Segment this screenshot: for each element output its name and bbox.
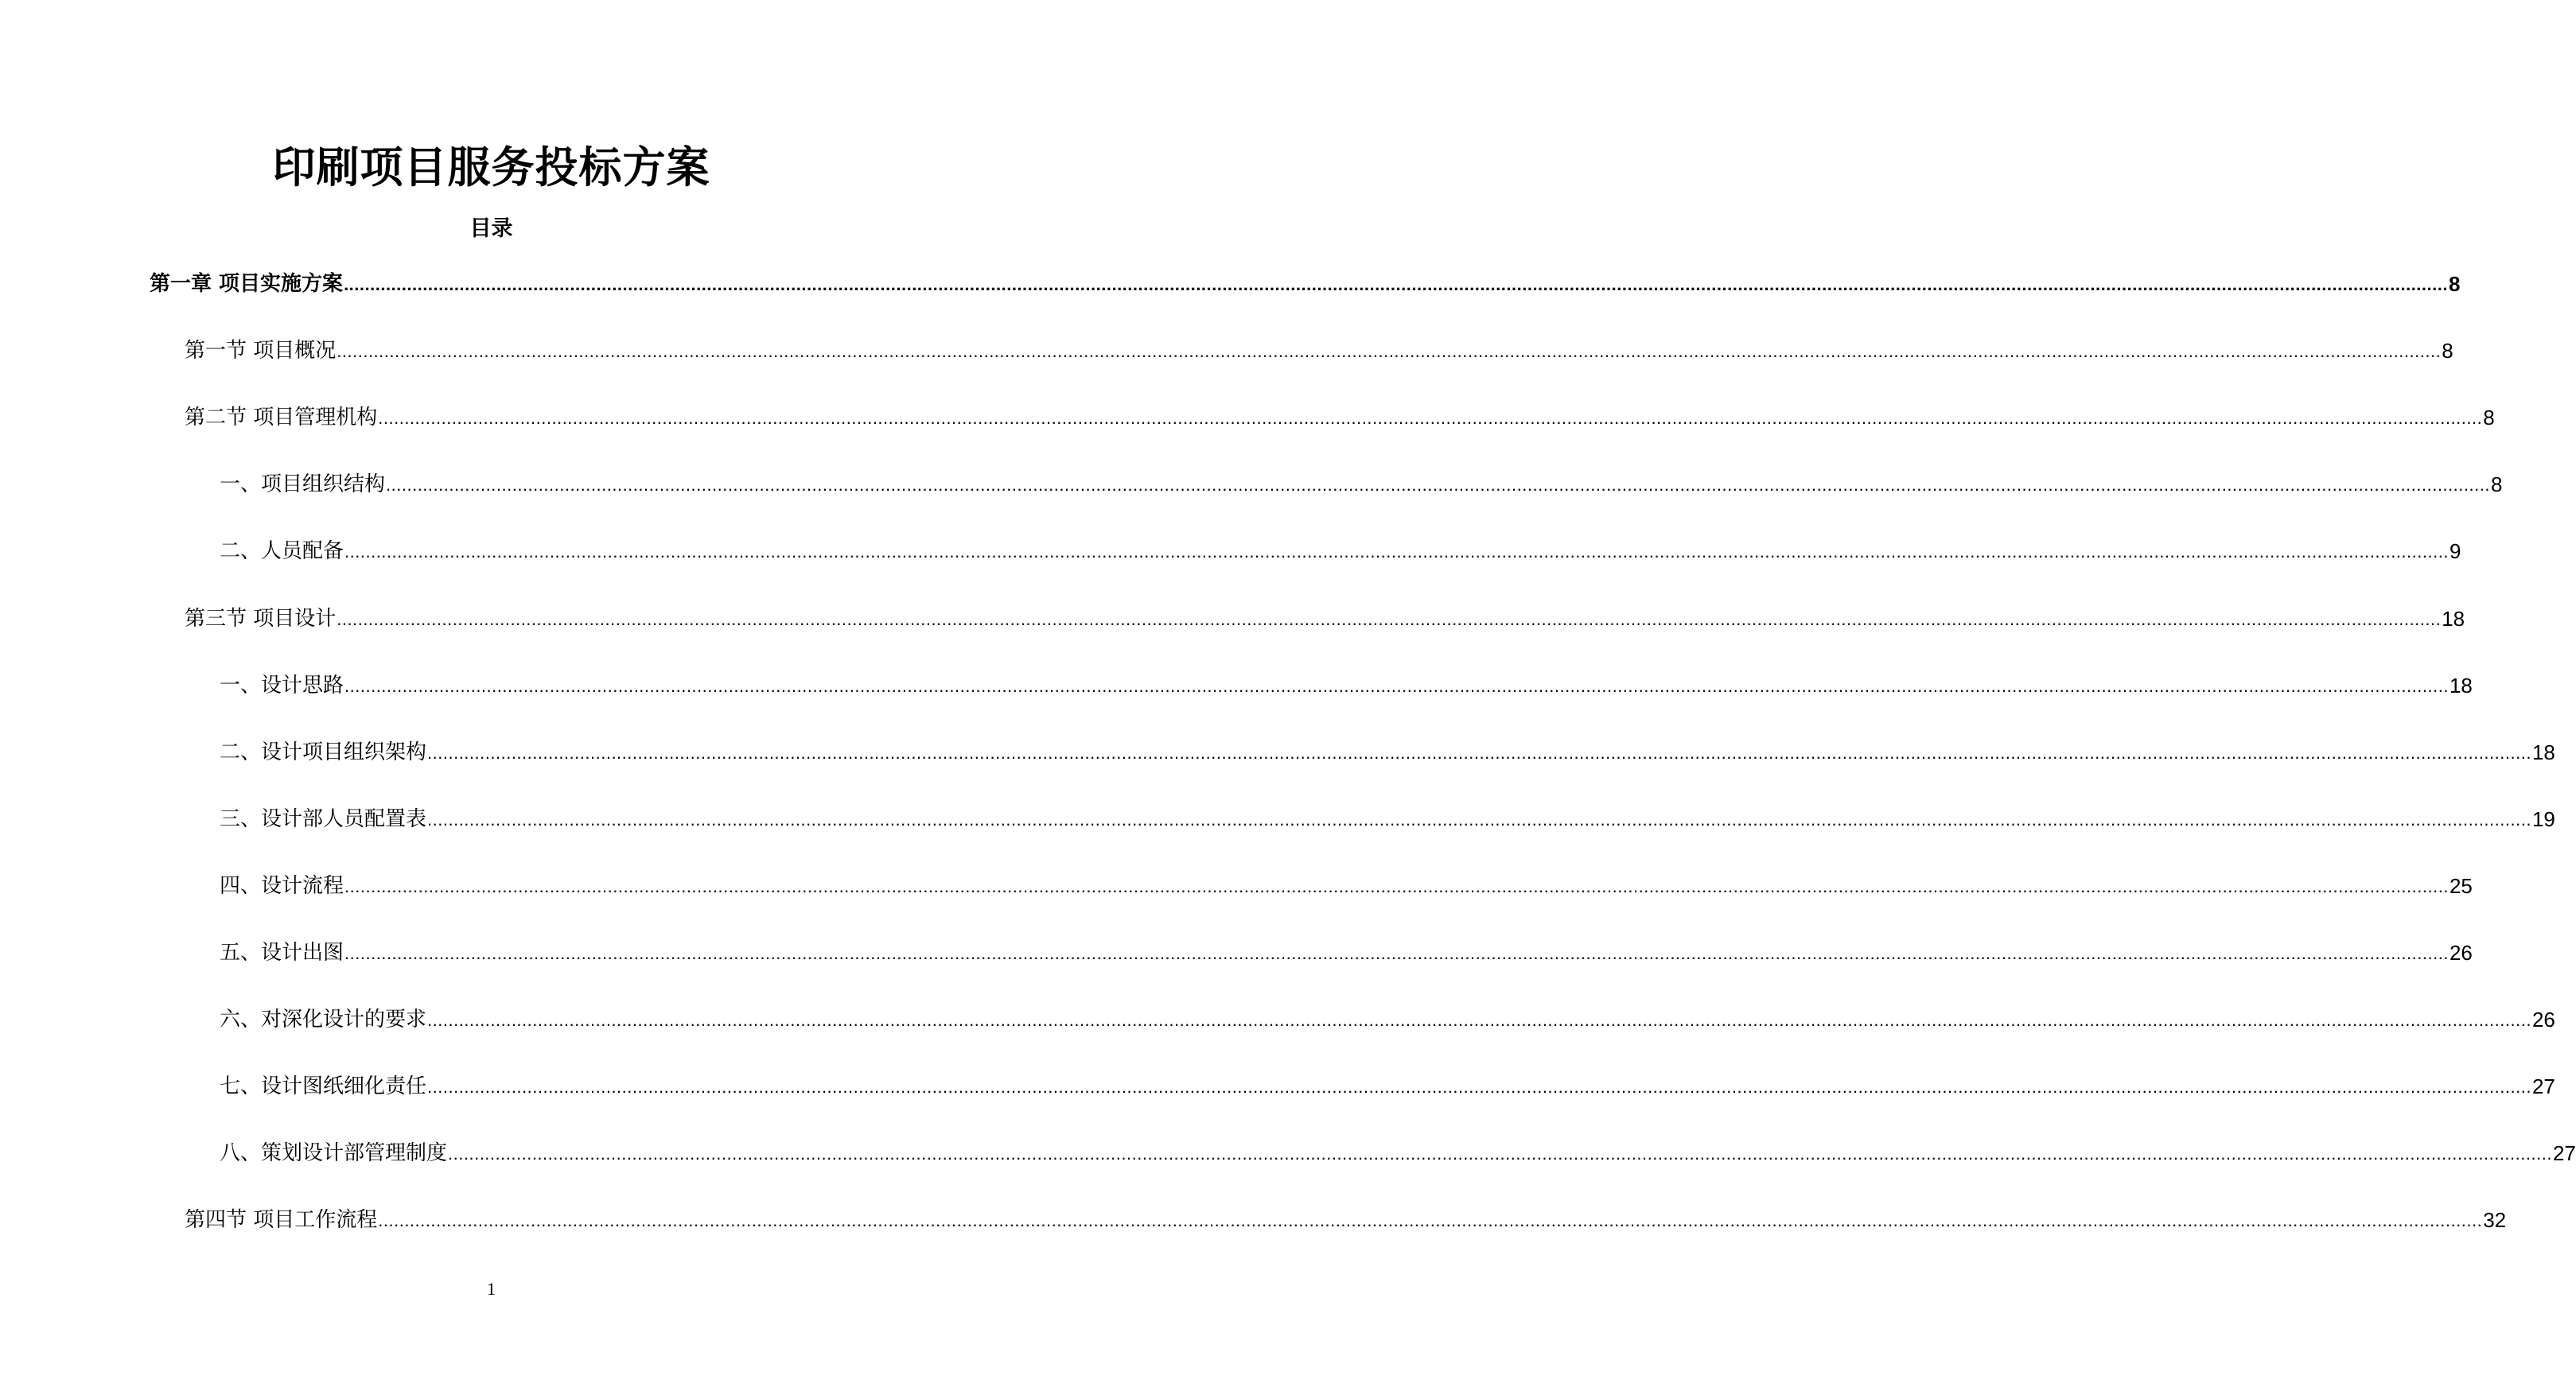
toc-entry[interactable]	[185, 335, 2453, 367]
toc-entry-title: 第一节 项目概况	[185, 339, 337, 363]
toc-dot-leader: ................................................................................................................................................................................................................................................................................................................................................................................................................	[427, 1077, 2531, 1097]
toc-entry-page: 8	[2483, 406, 2495, 429]
toc-dot-leader: ................................................................................................................................................................................................................................................................................................................................................................................................................	[386, 475, 2490, 495]
page-number: 1	[487, 1279, 496, 1299]
toc-heading: 目录	[469, 216, 513, 241]
toc-entry-title: 二、设计项目组织架构	[220, 740, 427, 764]
toc-entry[interactable]	[220, 1137, 2576, 1169]
toc-dot-leader: ................................................................................................................................................................................................................................................................................................................................................................................................................	[378, 1210, 2483, 1230]
toc-entry-title: 第三节 项目设计	[185, 607, 337, 631]
toc-entry-page: 19	[2531, 807, 2555, 831]
toc-entry[interactable]	[220, 468, 2503, 500]
toc-entry-page: 25	[2449, 874, 2473, 898]
toc-dot-leader: ................................................................................................................................................................................................................................................................................................................................................................................................................	[448, 1144, 2552, 1164]
toc-dot-leader: ................................................................................................................................................................................................................................................................................................................................................................................................................	[337, 609, 2442, 629]
toc-entry[interactable]	[220, 535, 2461, 567]
toc-entry[interactable]	[220, 803, 2555, 835]
toc-dot-leader: ................................................................................................................................................................................................................................................................................................................................................................................................................	[344, 542, 2449, 561]
toc-entry-title: 四、设计流程	[220, 874, 344, 898]
toc-dot-leader: ................................................................................................................................................................................................................................................................................................................................................................................................................	[344, 274, 2448, 294]
toc-dot-leader: ................................................................................................................................................................................................................................................................................................................................................................................................................	[378, 408, 2483, 428]
toc-entry[interactable]	[185, 603, 2465, 635]
toc-dot-leader: ................................................................................................................................................................................................................................................................................................................................................................................................................	[344, 876, 2449, 896]
toc-dot-leader: ................................................................................................................................................................................................................................................................................................................................................................................................................	[344, 676, 2449, 696]
toc-entry[interactable]	[220, 670, 2473, 701]
toc-entry[interactable]	[220, 1004, 2555, 1035]
toc-entry-title: 第四节 项目工作流程	[185, 1208, 378, 1232]
toc-entry[interactable]	[220, 736, 2555, 768]
toc-entry-title: 五、设计出图	[220, 941, 344, 965]
toc-entry-page: 8	[2490, 472, 2503, 496]
toc-entry-title: 第一章 项目实施方案	[150, 272, 344, 296]
toc-entry-title: 六、对深化设计的要求	[220, 1008, 427, 1032]
toc-dot-leader: ................................................................................................................................................................................................................................................................................................................................................................................................................	[427, 743, 2531, 763]
toc-entry-title: 一、项目组织结构	[220, 472, 386, 496]
toc-entry-page: 27	[2552, 1141, 2576, 1165]
toc-entry[interactable]	[150, 268, 2461, 300]
toc-entry-page: 18	[2531, 740, 2555, 764]
toc-entry[interactable]	[185, 1204, 2507, 1236]
toc-dot-leader: ................................................................................................................................................................................................................................................................................................................................................................................................................	[427, 810, 2531, 830]
toc-entry-page: 32	[2483, 1208, 2507, 1232]
toc-entry-title: 二、人员配备	[220, 539, 344, 563]
toc-entry[interactable]	[185, 402, 2495, 433]
toc-entry-page: 27	[2531, 1074, 2555, 1098]
toc-entry[interactable]	[220, 937, 2473, 969]
toc-dot-leader: ................................................................................................................................................................................................................................................................................................................................................................................................................	[337, 341, 2442, 361]
toc-dot-leader: ................................................................................................................................................................................................................................................................................................................................................................................................................	[427, 1010, 2531, 1030]
toc-entry-page: 26	[2449, 941, 2473, 965]
toc-dot-leader: ................................................................................................................................................................................................................................................................................................................................................................................................................	[344, 943, 2449, 963]
toc-entry-title: 八、策划设计部管理制度	[220, 1141, 448, 1165]
toc-entry-page: 8	[2448, 272, 2461, 296]
toc-entry-title: 三、设计部人员配置表	[220, 807, 427, 831]
toc-entry[interactable]	[220, 1070, 2555, 1102]
toc-entry-page: 26	[2531, 1008, 2555, 1032]
toc-entry-title: 一、设计思路	[220, 674, 344, 697]
toc-entry-page: 18	[2442, 607, 2465, 631]
toc-entry-page: 18	[2449, 674, 2473, 697]
toc-entry-title: 七、设计图纸细化责任	[220, 1074, 427, 1098]
toc-entry-page: 8	[2442, 339, 2453, 363]
document-title: 印刷项目服务投标方案	[272, 142, 710, 192]
toc-entry-title: 第二节 项目管理机构	[185, 406, 378, 429]
toc-entry-page: 9	[2449, 539, 2461, 563]
toc-entry[interactable]	[220, 870, 2473, 902]
